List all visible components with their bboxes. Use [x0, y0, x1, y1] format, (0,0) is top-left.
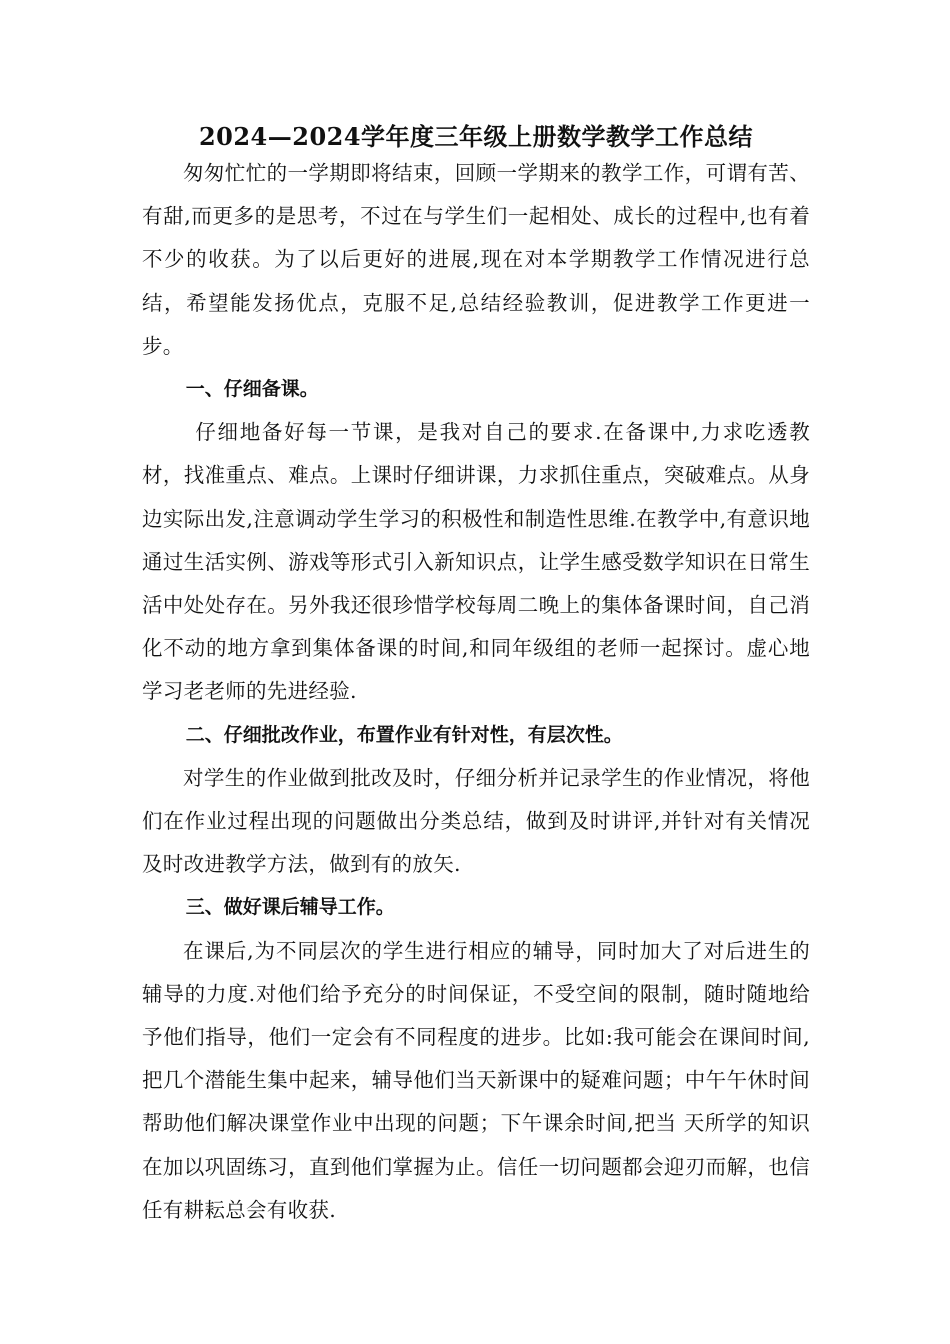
intro-paragraph: 匆匆忙忙的一学期即将结束，回顾一学期来的教学工作，可谓有苦、有甜,而更多的是思考，不过在与学生们一起相处、成长的过程中,也有着不少的收获。为了以后更好的进展,现在对本学期教学工作情况进行总结，希望能发扬优点，克服不足,总结经验教训，促进教学工作更进一步。: [142, 161, 810, 358]
document-title: 2024—2024学年度三年级上册数学教学工作总结: [198, 122, 754, 151]
section-body-1: 仔细地备好每一节课，是我对自己的要求.在备课中,力求吃透教材，找准重点、难点。上课时仔细讲课，力求抓住重点，突破难点。从身边实际出发,注意调动学生学习的积极性和制造性思维.在教学中,有意识地通过生活实例、游戏等形式引入新知识点，让学生感受数学知识在日常生活中处处存在。另外我还很珍惜学校每周二晚上的集体备课时间，自己消化不动的地方拿到集体备课的时间,和同年级组的老师一起探讨。虚心地学习老老师的先进经验.: [142, 420, 810, 704]
document-page: [142, 122, 810, 1232]
section-heading-1: 一、仔细备课。: [185, 378, 319, 401]
section-heading-2: 二、仔细批改作业，布置作业有针对性，有层次性。: [185, 723, 623, 746]
section-body-3: 在课后,为不同层次的学生进行相应的辅导，同时加大了对后进生的辅导的力度.对他们给予充分的时间保证，不受空间的限制，随时随地给予他们指导，他们一定会有不同程度的进步。比如:我可能会在课间时间,把几个潜能生集中起来，辅导他们当天新课中的疑难问题；中午午休时间帮助他们解决课堂作业中出现的问题；下午课余时间,把当 天所学的知识在加以巩固练习，直到他们掌握为止。信任一切问题都会迎刃而解，也信任有耕耘总会有收获.: [142, 938, 810, 1222]
section-body-2: 对学生的作业做到批改及时，仔细分析并记录学生的作业情况，将他们在作业过程出现的问题做出分类总结，做到及时讲评,并针对有关情况及时改进教学方法，做到有的放矢.: [142, 765, 810, 877]
section-heading-3: 三、做好课后辅导工作。: [185, 896, 395, 919]
